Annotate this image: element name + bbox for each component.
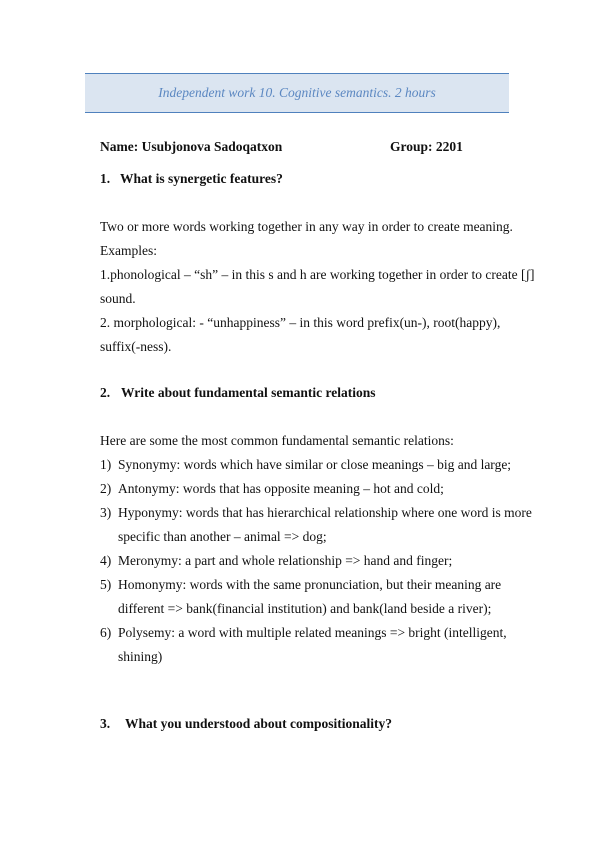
answer-1-line: 1.phonological – “sh” – in this s and h are working together in order to create [ʃ] (100, 267, 535, 282)
list-item-number: 3) (100, 505, 112, 520)
list-item-number: 6) (100, 625, 112, 640)
answer-1-line: Two or more words working together in any way in order to create meaning. (100, 219, 513, 234)
answer-2-intro: Here are some the most common fundamental semantic relations: (100, 433, 454, 448)
list-item-text: specific than another – animal => dog; (118, 529, 327, 544)
list-item-number: 4) (100, 553, 112, 568)
list-item-text: Homonymy: words with the same pronunciation, but their meaning are (118, 577, 502, 592)
student-group: Group: 2201 (390, 139, 463, 154)
list-item-text: Antonymy: words that has opposite meaning – hot and cold; (118, 481, 444, 496)
question-2-heading: Write about fundamental semantic relations (121, 385, 376, 400)
student-name: Name: Usubjonova Sadoqatxon (100, 139, 283, 154)
answer-1-line: sound. (100, 291, 136, 306)
list-item-number: 2) (100, 481, 112, 496)
document-title: Independent work 10. Cognitive semantics. 2 hours (158, 85, 436, 100)
question-3-number: 3. (100, 716, 111, 731)
answer-1-line: suffix(-ness). (100, 339, 172, 354)
list-item-number: 5) (100, 577, 112, 592)
list-item-text: different => bank(financial institution) and bank(land beside a river); (118, 601, 492, 616)
answer-1-line: 2. morphological: - “unhappiness” – in this word prefix(un-), root(happy), (100, 315, 501, 330)
question-1-number: 1. (100, 171, 111, 186)
list-item-text: Hyponymy: words that has hierarchical relationship where one word is more (118, 505, 532, 520)
list-item-text: Meronymy: a part and whole relationship => hand and finger; (118, 553, 453, 568)
answer-1-line: Examples: (100, 243, 157, 258)
question-1-heading: What is synergetic features? (120, 171, 283, 186)
list-item-number: 1) (100, 457, 112, 472)
list-item-text: Polysemy: a word with multiple related meanings => bright (intelligent, (118, 625, 507, 640)
document-header (85, 73, 509, 113)
list-item-text: shining) (118, 649, 163, 664)
question-2-number: 2. (100, 385, 111, 400)
question-3-heading: What you understood about compositionality? (125, 716, 393, 731)
list-item-text: Synonymy: words which have similar or close meanings – big and large; (118, 457, 512, 472)
